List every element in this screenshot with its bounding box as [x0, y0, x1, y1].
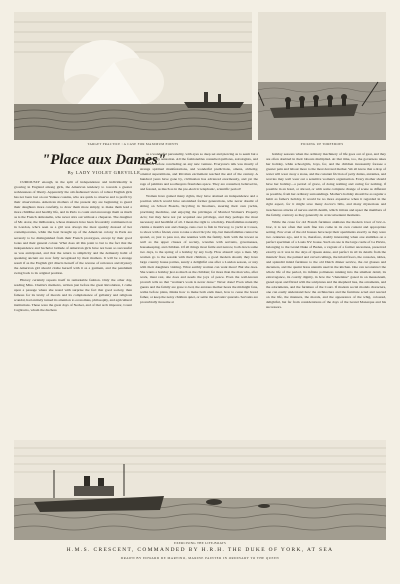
paragraph: as a wonderful personality, with eyes so deep set and piercing as to seem but a most uncanny sensation. All the fashionables consulted quillotes, astrologists, and mummers before concluding on any new venture. Everyone's talk was mostly of strange spiritual manifestations, and wonderful predictions, omens, alchemy, oriental superstitions, and Rivolian excitement reached the end of the century. A hundred years have gone by, civilisation has advanced enormously, and yet the rage of palmists and soothsayers flourishes apace. They are consulted, believed in, and feasted, as much as in the pre-electric telephonic, scientific period! — [140, 152, 258, 192]
paragraph: While the craze for old French furniture animates the modern lover of bric-à-brac, it is not often that such fine lots come in its own content and appropriate setting. Few even of the old houses have kept their apartments exactly as they were two centuries ago, and it is, therefore, doubly interesting when one stumbles on a perfect specimen of a Louis XV. house. Such an one is the large castle of La Piévre, belonging to the Grand Duke of Baden, a vagrant of a former ancestress, preserved exactly as it was in the days of Queen Anne, and perfect in all its details from the mantels' floor, the painted and carved ceilings, the inlaid floors, the consoles, tables, and splendid inlaid furniture to the old Dutch dinner service, the cut glasses and decanters, and the quaint brass utensils used in the kitchen. One can reconstruct the whole life of the period, its infinite politeness running into the smallest detail, its extravagance, its courtly dignity, in how the "chatelaine" gazed in on mausoleum, gazed upon and flirted with the sculptures and the shepherd lass, the ornaments, and the adornments, and the furniture of the Court. If modern social models characters, one can easily understand how the architecture and the furniture acted and reacted on the life, the manners, the morals, and the appearance of the whig, coloured, delightful, but far from considerations of the days of the Grand Monarque and his successors. — [266, 219, 386, 310]
illustration-target-practice — [14, 12, 252, 140]
caption-target-practice: TARGET PRACTICE : A CASE FOR MAXIMUM POINTS — [87, 142, 179, 146]
torpedoes-drawing — [258, 12, 386, 140]
paragraph: CURIOUSLY enough, in the split of independence and individuality is growing in England among girls, the American tendency to towards a greater recklessness of liberty. Apparently the old-fashioned views of robust English girls has not been lost on our Yankee cousins, who are quick to observe and to profit by their observations. American mothers of the present day are beginning to guard their daughters more carefully, to draw them more simply, to make them lead a more childlike and healthy life, and in Paris to count and encourage them as much as is the French demoiselle, who never stirs out without a chaperon. The daughter of Mr. Astor, the millionaire, whose manners have been favourably commented on in London, who's seen as a girl was always the most sparkly dressed of her contemporaries, while the best brought up of the American colony in Paris are severely to be distinguished from their French prototypes, except by their good looks and their general colour. What does all this point to but to the fact that the independence and bachelor latitude of American girls have not been so successful as was anticipated, and that the return to simplicity and the demurely habit of speaking ancient are now fully recognised by their mothers. It will be a strange result if as the English girl directs herself of the reverse of reticence and mystery the American girl should clothe herself with it as a garment, and the pendulum swing back to its original position. — [14, 180, 132, 275]
article-column-2 — [140, 152, 258, 436]
caption-picking-up-torpedoes: PICKING UP TORPEDOES — [300, 142, 344, 146]
article-column-1 — [14, 180, 132, 436]
target-practice-drawing — [14, 12, 252, 140]
paragraph: holiday seasons when the ordinary machinery of life goes out of gear, and they are often doubted in their labours multiplied. At that time, too, the governess takes her holiday, while schoolgirls, boys, for, and the children incessantly foresee a greater pain and labour more to the most devoted mother. We all know that a drop of water will wear away a stone, and the constant friction of petty duties, anxieties, and worries may well wear out a sensitive woman's organisation. Every mother should have her holiday—a period of grace, of doing nothing and caring for nothing, if possible in an hotel, or abroad, or with some complete change of scene as different as possible, from her ordinary surroundings. Mother's holiday should be as regular a habit as father's holiday. It would be no more expensive when it regarded in the right aspect, for it might save many doctor's bills, and many mysterious and treacherous attacks of nerves and ill-health, which irritate and upset the members of the family, contrary as they generally do at inconvenient moments. — [266, 152, 386, 217]
illustration-hms-crescent — [14, 440, 386, 540]
hms-crescent-drawing — [14, 440, 386, 540]
article-byline: By LADY VIOLET GREVILLE — [67, 170, 141, 175]
paragraph: Women have gained many rights, they have attained an independence and a position which would have astonished former generations, who never dreamt of sitting on School Boards, bicycling in bloomers, steering their own yachts, practising medicine, and enjoying the privileges of Married Women's Property Acts; but they have not yet acquired one privilege, and they perhaps the most necessary and healthful of all. I mean the right to a holiday. Paterfamilias naturally claims a month's rest and change, runs over to fish in Norway, to yacht at Cowes, to shoot with a friend, even to take a short bicycle trip, but materfamilias cannot be spared, or, just to pass not, she reunites with the family, both with the lowest as well as the upper classes of society, wrestles with servants, governesses, housekeeping, and children. Of all things most futile and narrow, both down some two days, is the spring of a holiday by any body. How absurd! says a man. My women go to the seaside with their children, a good modern should, they have large country house parties, surely a delightful one after a London season, or stay with their daughters visiting. What earthly woman can want more! But she does. She wants a holiday just as much as the children; far more than the man who, after work, must rest, she does and needs the joys of peace. Even the well-known proverb tells us that "woman's work is never done." Never done! Even when the guests and the family are gone to bed, the anxious mother hears the midnight fans, walks before plans, thinks how to make both ends meet, how to cease the bored father, or keep the noisy children quiet, or settle the servants' quarrels. Servants are proverbially tiresome at — [140, 194, 258, 305]
paragraph: History certainly repeats itself in remarkable fashion. Only the other day, reading Miss. Chettle's memoirs, written just before the great Revolution, I came upon a passage where she noted with surprise the fact that good society, then famous for its laxity of morals and its complaisance of gallantry and religious scandal, had entirely turned its attention to economies, philosophy, and agricultural institutions. These were the great days of Necker, and of that arch impostor, Count Cagliostro, whom the duchess — [14, 277, 132, 313]
illustration-picking-up-torpedoes — [258, 12, 386, 140]
article-title: "Place aux Dames" — [41, 152, 167, 168]
illustration-credit: DRAWN BY EDWARD DE MARTINO, MARINE PAINTER IN ORDINARY TO THE QUEEN — [120, 556, 280, 560]
article-column-3 — [266, 152, 386, 436]
main-illustration-caption: H.M.S. CRESCENT, COMMANDED BY H.R.H. THE DUKE OF YORK, AT SEA — [66, 547, 334, 553]
caption-exercising-life-boats: EXERCISING THE LIFE-BOATS — [173, 541, 227, 545]
